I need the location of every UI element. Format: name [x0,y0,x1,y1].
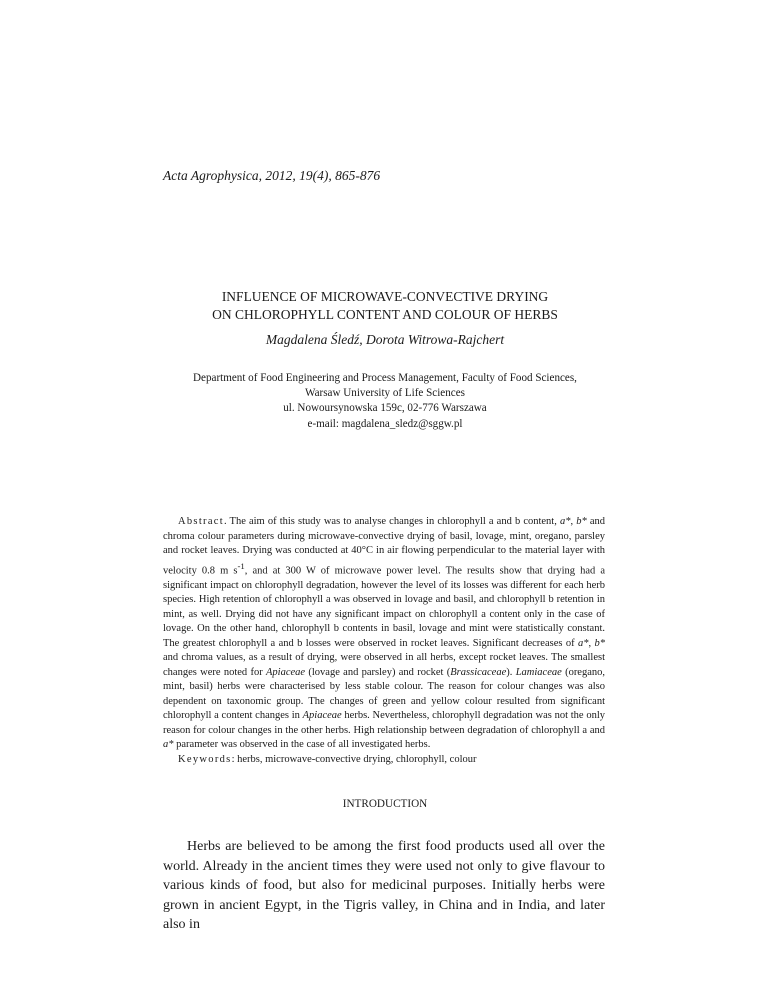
title-line: INFLUENCE OF MICROWAVE-CONVECTIVE DRYING [221,289,549,304]
affiliation-line: Warsaw University of Life Sciences [305,387,465,400]
title-line: ON CHLOROPHYLL CONTENT AND COLOUR OF HERBS [212,307,558,322]
affiliation [170,371,600,432]
authors: Magdalena Śledź, Dorota Witrowa-Rajchert [265,332,505,347]
abstract-label: Abstract [178,516,224,527]
affiliation-line: Department of Food Engineering and Process Management, Faculty of Food Sciences, [193,372,577,384]
journal-citation: Acta Agrophysica, 2012, 19(4), 865-876 [163,168,381,183]
keywords [163,753,605,768]
intro-body [163,837,605,935]
keywords-text: : herbs, microwave-convective drying, chlorophyll, colour [231,753,477,765]
intro-paragraph: Herbs are believed to be among the first food products used all over the world. Already in the ancient times they were used not only to give flavour to various kinds of food, but also for medicinal purposes. Initially herbs were grown in ancient Egypt, in the Tigris valley, in China and in India, and later also in [163,839,605,932]
keywords-label: Keywords [178,753,232,765]
abstract [163,515,605,767]
abstract-text: Abstract. The aim of this study was to analyse changes in chlorophyll a and b content, a*, b* and chroma colour parameters during microwave-convective drying of basil, lovage, mint, oregano, parsley and rocket leaves. Drying was conducted at 40°C in air flowing perpendicular to the material layer with velocity 0.8 m $s^{-1}$, and at 300 W of microwave power level. The results show that drying had a significant impact on chlorophyll degradation, however the level of its losses was different for each herb species. High retention of chlorophyll a was observed in lovage and basil, and chlorophyll b retention in mint, as well. Drying did not have any significant impact on chlorophyll a content only in the case of lovage. On the other hand, chlorophyll b contents in basil, lovage and mint were statistically constant. The greatest chlorophyll a and b losses were observed in rocket leaves. Significant decreases of a*, b* and chroma values, as a result of drying, were observed in all herbs, except rocket leaves. The smallest changes were noted for Apiaceae (lovage and parsley) and rocket (Brassicaceae). Lamiaceae (oregano, mint, basil) herbs were characterised by less stable colour. The reason for colour changes was also dependent on taxonomic group. The changes of green and yellow colour resulted from significant chlorophyll a content changes in Apiaceae herbs. Nevertheless, chlorophyll degradation was not the only reason for colour changes in the other herbs. High relationship between degradation of chlorophyll a and a* parameter was observed in the case of all investigated herbs. [163,516,606,750]
affiliation-line: e-mail: magdalena_sledz@sggw.pl [307,417,463,430]
paper-title [170,288,600,324]
affiliation-line: ul. Nowoursynowska 159c, 02-776 Warszawa [283,402,487,415]
section-title: INTRODUCTION [342,798,428,810]
